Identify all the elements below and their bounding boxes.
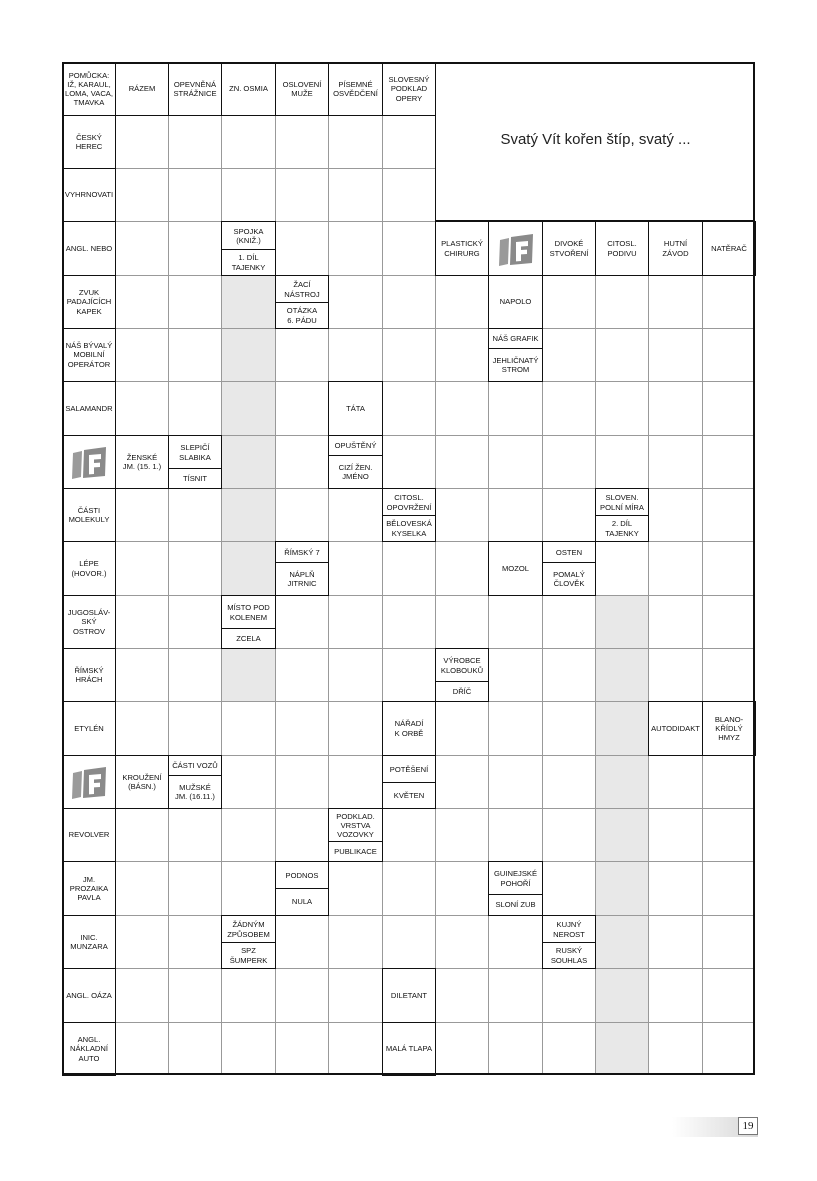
- clue-box: DIVOKÉ STVOŘENÍ: [542, 221, 596, 276]
- clue-box: OSLOVENÍ MUŽE: [275, 62, 329, 116]
- clue-box: ŽENSKÉ JM. (15. 1.): [115, 435, 169, 489]
- answer-cell[interactable]: [435, 381, 488, 435]
- clue-box: NÁŘADÍ K ORBĚ: [382, 701, 436, 756]
- answer-cell[interactable]: [702, 595, 755, 648]
- clue-box: PUBLIKACE: [328, 841, 383, 862]
- answer-cell[interactable]: [168, 488, 221, 541]
- answer-cell[interactable]: [275, 115, 328, 168]
- logo-f-icon: [496, 231, 536, 267]
- clue-box: MUŽSKÉ JM. (16.11.): [168, 775, 222, 809]
- answer-cell[interactable]: [168, 648, 221, 701]
- clue-box: ANGL. NÁKLADNÍ AUTO: [62, 1022, 116, 1076]
- answer-cell[interactable]: [595, 915, 648, 968]
- answer-cell[interactable]: [648, 595, 702, 648]
- answer-cell[interactable]: [382, 168, 435, 221]
- clue-box: ETYLÉN: [62, 701, 116, 756]
- answer-cell[interactable]: [542, 701, 595, 755]
- answer-cell[interactable]: [168, 275, 221, 328]
- answer-cell[interactable]: [435, 755, 488, 808]
- clue-box: MALÁ TLAPA: [382, 1022, 436, 1076]
- answer-cell[interactable]: [542, 275, 595, 328]
- answer-cell[interactable]: [328, 648, 382, 701]
- answer-cell[interactable]: [382, 541, 435, 595]
- answer-cell[interactable]: [488, 701, 542, 755]
- answer-cell[interactable]: [435, 861, 488, 915]
- answer-cell[interactable]: [328, 1022, 382, 1075]
- clue-box: BLANO- KŘÍDLÝ HMYZ: [702, 701, 756, 756]
- answer-cell[interactable]: [221, 115, 275, 168]
- answer-cell[interactable]: [168, 915, 221, 968]
- answer-cell[interactable]: [595, 701, 648, 755]
- clue-box: NATĚRAČ: [702, 221, 756, 276]
- answer-cell[interactable]: [542, 968, 595, 1022]
- answer-cell[interactable]: [382, 915, 435, 968]
- clue-box: CITOSL. OPOVRŽENÍ: [382, 488, 436, 516]
- clue-box: OPUŠTĚNÝ: [328, 435, 383, 456]
- answer-cell[interactable]: [115, 968, 168, 1022]
- answer-cell[interactable]: [435, 435, 488, 488]
- answer-cell[interactable]: [328, 488, 382, 541]
- answer-cell[interactable]: [435, 808, 488, 861]
- answer-cell[interactable]: [702, 328, 755, 381]
- answer-cell[interactable]: [702, 648, 755, 701]
- clue-box: KROUŽENÍ (BÁSN.): [115, 755, 169, 809]
- answer-cell[interactable]: [328, 221, 382, 275]
- answer-cell[interactable]: [115, 328, 168, 381]
- clue-box: SALAMANDR: [62, 381, 116, 436]
- answer-cell[interactable]: [168, 861, 221, 915]
- answer-cell[interactable]: [221, 701, 275, 755]
- clue-box: SLOVEN. POLNÍ MÍRA: [595, 488, 649, 516]
- answer-cell[interactable]: [275, 915, 328, 968]
- clue-box: PODNOS: [275, 861, 329, 889]
- answer-cell[interactable]: [542, 755, 595, 808]
- answer-cell[interactable]: [435, 701, 488, 755]
- answer-cell[interactable]: [221, 861, 275, 915]
- answer-cell[interactable]: [382, 648, 435, 701]
- clue-box: RUSKÝ SOUHLAS: [542, 942, 596, 969]
- answer-cell[interactable]: [702, 541, 755, 595]
- page-number-bar: [672, 1117, 758, 1137]
- answer-cell[interactable]: [382, 381, 435, 435]
- clue-box: NÁŠ GRAFIK: [488, 328, 543, 349]
- answer-cell[interactable]: [115, 648, 168, 701]
- answer-cell[interactable]: [542, 808, 595, 861]
- answer-cell[interactable]: [648, 328, 702, 381]
- answer-cell[interactable]: [168, 595, 221, 648]
- answer-cell[interactable]: [115, 115, 168, 168]
- answer-cell[interactable]: [115, 915, 168, 968]
- answer-cell[interactable]: [328, 595, 382, 648]
- clue-box: 2. DÍL TAJENKY: [595, 515, 649, 542]
- clue-box: BĚLOVESKÁ KYSELKA: [382, 515, 436, 542]
- answer-cell[interactable]: [115, 1022, 168, 1075]
- answer-cell[interactable]: [221, 968, 275, 1022]
- answer-cell[interactable]: [435, 915, 488, 968]
- clue-box: MOZOL: [488, 541, 543, 596]
- answer-cell[interactable]: [488, 968, 542, 1022]
- answer-cell[interactable]: [328, 328, 382, 381]
- answer-cell[interactable]: [702, 488, 755, 541]
- answer-cell[interactable]: [648, 808, 702, 861]
- clue-box: PLASTICKÝ CHIRURG: [435, 221, 489, 276]
- answer-cell[interactable]: [275, 435, 328, 488]
- clue-box: DILETANT: [382, 968, 436, 1023]
- answer-cell[interactable]: [648, 755, 702, 808]
- clue-box: OSTEN: [542, 541, 596, 563]
- answer-cell[interactable]: [435, 275, 488, 328]
- clue-box: TÍSNIT: [168, 468, 222, 489]
- answer-cell[interactable]: [382, 115, 435, 168]
- answer-cell[interactable]: [221, 541, 275, 595]
- answer-cell[interactable]: [595, 808, 648, 861]
- answer-cell[interactable]: [221, 755, 275, 808]
- clue-box: VÝROBCE KLOBOUKŮ: [435, 648, 489, 682]
- answer-cell[interactable]: [382, 435, 435, 488]
- answer-cell[interactable]: [115, 701, 168, 755]
- answer-cell[interactable]: [275, 1022, 328, 1075]
- answer-cell[interactable]: [115, 168, 168, 221]
- answer-cell[interactable]: [221, 1022, 275, 1075]
- answer-cell[interactable]: [221, 168, 275, 221]
- answer-cell[interactable]: [115, 488, 168, 541]
- answer-cell[interactable]: [382, 808, 435, 861]
- clue-box: AUTODIDAKT: [648, 701, 703, 756]
- answer-cell[interactable]: [435, 1022, 488, 1075]
- clue-box: OPEVNĚNÁ STRÁŽNICE: [168, 62, 222, 116]
- clue-box: TÁTA: [328, 381, 383, 436]
- answer-cell[interactable]: [595, 275, 648, 328]
- clue-box: 1. DÍL TAJENKY: [221, 249, 276, 276]
- answer-cell[interactable]: [488, 435, 542, 488]
- answer-cell[interactable]: [435, 541, 488, 595]
- answer-cell[interactable]: [275, 968, 328, 1022]
- clue-box: NÁPLŇ JITRNIC: [275, 562, 329, 596]
- answer-cell[interactable]: [488, 595, 542, 648]
- answer-cell[interactable]: [702, 968, 755, 1022]
- answer-cell[interactable]: [382, 275, 435, 328]
- answer-cell[interactable]: [542, 488, 595, 541]
- logo-f-icon: [69, 444, 109, 480]
- answer-cell[interactable]: [648, 488, 702, 541]
- clue-box: ČÁSTI MOLEKULY: [62, 488, 116, 542]
- magazine-logo-icon: [62, 435, 116, 489]
- answer-cell[interactable]: [168, 1022, 221, 1075]
- answer-cell[interactable]: [275, 755, 328, 808]
- logo-f-icon: [69, 764, 109, 800]
- answer-cell[interactable]: [488, 915, 542, 968]
- clue-box: ŽÁDNÝM ZPŮSOBEM: [221, 915, 276, 943]
- answer-cell[interactable]: [648, 915, 702, 968]
- answer-cell[interactable]: [702, 755, 755, 808]
- clue-box: CITOSL. PODIVU: [595, 221, 649, 276]
- answer-cell[interactable]: [435, 488, 488, 541]
- answer-cell[interactable]: [702, 275, 755, 328]
- answer-cell[interactable]: [221, 435, 275, 488]
- answer-cell[interactable]: [382, 328, 435, 381]
- clue-box: JUGOSLÁV- SKÝ OSTROV: [62, 595, 116, 649]
- clue-box: CIZÍ ŽEN. JMÉNO: [328, 455, 383, 489]
- clue-box: NÁŠ BÝVALÝ MOBILNÍ OPERÁTOR: [62, 328, 116, 382]
- clue-box: ŘÍMSKÝ 7: [275, 541, 329, 563]
- clue-box: REVOLVER: [62, 808, 116, 862]
- answer-cell[interactable]: [488, 808, 542, 861]
- answer-cell[interactable]: [648, 541, 702, 595]
- answer-cell[interactable]: [168, 221, 221, 275]
- answer-cell[interactable]: [542, 861, 595, 915]
- answer-cell[interactable]: [648, 381, 702, 435]
- answer-cell[interactable]: [275, 328, 328, 381]
- answer-cell[interactable]: [221, 488, 275, 541]
- answer-cell[interactable]: [382, 861, 435, 915]
- clue-box: SLEPIČÍ SLABIKA: [168, 435, 222, 469]
- answer-cell[interactable]: [275, 808, 328, 861]
- answer-cell[interactable]: [115, 221, 168, 275]
- answer-cell[interactable]: [221, 808, 275, 861]
- clue-box: ŽACÍ NÁSTROJ: [275, 275, 329, 303]
- answer-cell[interactable]: [328, 915, 382, 968]
- clue-box: ZN. OSMIA: [221, 62, 276, 116]
- answer-cell[interactable]: [702, 861, 755, 915]
- answer-cell[interactable]: [542, 648, 595, 701]
- answer-cell[interactable]: [328, 275, 382, 328]
- answer-cell[interactable]: [435, 328, 488, 381]
- answer-cell[interactable]: [115, 541, 168, 595]
- answer-cell[interactable]: [542, 595, 595, 648]
- answer-cell[interactable]: [328, 168, 382, 221]
- clue-box: ŘÍMSKÝ HRÁCH: [62, 648, 116, 702]
- answer-cell[interactable]: [595, 648, 648, 701]
- clue-box: POMŮCKA: IŽ, KARAUL, LOMA, VACA, TMAVKA: [62, 62, 116, 116]
- answer-cell[interactable]: [382, 221, 435, 275]
- answer-cell[interactable]: [115, 275, 168, 328]
- secret-phrase-box: [435, 62, 755, 221]
- answer-cell[interactable]: [595, 1022, 648, 1075]
- answer-cell[interactable]: [168, 808, 221, 861]
- magazine-logo-icon: [488, 221, 543, 276]
- clue-box: SPOJKA (KNIŽ.): [221, 221, 276, 250]
- answer-cell[interactable]: [115, 595, 168, 648]
- answer-cell[interactable]: [488, 648, 542, 701]
- answer-cell[interactable]: [595, 861, 648, 915]
- clue-box: POMALÝ ČLOVĚK: [542, 562, 596, 596]
- answer-cell[interactable]: [275, 488, 328, 541]
- answer-cell[interactable]: [168, 381, 221, 435]
- answer-cell[interactable]: [275, 595, 328, 648]
- answer-cell[interactable]: [115, 808, 168, 861]
- answer-cell[interactable]: [595, 328, 648, 381]
- answer-cell[interactable]: [328, 861, 382, 915]
- clue-box: SLOVESNÝ PODKLAD OPERY: [382, 62, 436, 116]
- clue-box: NAPOLO: [488, 275, 543, 329]
- answer-cell[interactable]: [328, 115, 382, 168]
- clue-box: SPZ ŠUMPERK: [221, 942, 276, 969]
- answer-cell[interactable]: [435, 968, 488, 1022]
- answer-cell[interactable]: [595, 381, 648, 435]
- magazine-logo-icon: [62, 755, 116, 809]
- clue-box: OTÁZKA 6. PÁDU: [275, 302, 329, 329]
- clue-box: VYHRNOVATI: [62, 168, 116, 222]
- secret-phrase: Svatý Vít kořen štíp, svatý ...: [500, 130, 691, 148]
- answer-cell[interactable]: [221, 648, 275, 701]
- answer-cell[interactable]: [702, 1022, 755, 1075]
- answer-cell[interactable]: [275, 221, 328, 275]
- answer-cell[interactable]: [542, 435, 595, 488]
- answer-cell[interactable]: [648, 861, 702, 915]
- answer-cell[interactable]: [595, 755, 648, 808]
- answer-cell[interactable]: [648, 275, 702, 328]
- answer-cell[interactable]: [648, 648, 702, 701]
- answer-cell[interactable]: [328, 755, 382, 808]
- clue-box: GUINEJSKÉ POHOŘÍ: [488, 861, 543, 895]
- answer-cell[interactable]: [382, 595, 435, 648]
- answer-cell[interactable]: [648, 968, 702, 1022]
- answer-cell[interactable]: [221, 328, 275, 381]
- answer-cell[interactable]: [595, 595, 648, 648]
- answer-cell[interactable]: [488, 755, 542, 808]
- answer-cell[interactable]: [168, 115, 221, 168]
- answer-cell[interactable]: [115, 381, 168, 435]
- clue-box: RÁZEM: [115, 62, 169, 116]
- page-number: 19: [738, 1117, 758, 1135]
- answer-cell[interactable]: [595, 541, 648, 595]
- clue-box: JEHLIČNATÝ STROM: [488, 348, 543, 382]
- answer-cell[interactable]: [221, 275, 275, 328]
- answer-cell[interactable]: [702, 381, 755, 435]
- answer-cell[interactable]: [275, 381, 328, 435]
- clue-box: ZCELA: [221, 628, 276, 649]
- answer-cell[interactable]: [328, 541, 382, 595]
- answer-cell[interactable]: [328, 701, 382, 755]
- answer-cell[interactable]: [168, 701, 221, 755]
- answer-cell[interactable]: [702, 915, 755, 968]
- answer-cell[interactable]: [595, 968, 648, 1022]
- answer-cell[interactable]: [488, 381, 542, 435]
- clue-box: JM. PROZAIKA PAVLA: [62, 861, 116, 916]
- answer-cell[interactable]: [168, 168, 221, 221]
- answer-cell[interactable]: [115, 861, 168, 915]
- clue-box: HUTNÍ ZÁVOD: [648, 221, 703, 276]
- clue-box: POTĚŠENÍ: [382, 755, 436, 783]
- clue-box: KUJNÝ NEROST: [542, 915, 596, 943]
- answer-cell[interactable]: [221, 381, 275, 435]
- clue-box: ANGL. NEBO: [62, 221, 116, 276]
- answer-cell[interactable]: [275, 168, 328, 221]
- clue-box: ČESKÝ HEREC: [62, 115, 116, 169]
- clue-box: ZVUK PADAJÍCÍCH KAPEK: [62, 275, 116, 329]
- clue-box: PÍSEMNÉ OSVĚDČENÍ: [328, 62, 383, 116]
- answer-cell[interactable]: [542, 328, 595, 381]
- answer-cell[interactable]: [435, 595, 488, 648]
- clue-box: DŘÍČ: [435, 681, 489, 702]
- clue-box: PODKLAD. VRSTVA VOZOVKY: [328, 808, 383, 842]
- answer-cell[interactable]: [488, 488, 542, 541]
- clue-box: INIC. MUNZARA: [62, 915, 116, 969]
- answer-cell[interactable]: [168, 541, 221, 595]
- clue-box: NULA: [275, 888, 329, 916]
- answer-cell[interactable]: [275, 701, 328, 755]
- clue-box: ČÁSTI VOZŮ: [168, 755, 222, 776]
- answer-cell[interactable]: [702, 435, 755, 488]
- answer-cell[interactable]: [648, 1022, 702, 1075]
- clue-box: ANGL. OÁZA: [62, 968, 116, 1023]
- clue-box: LÉPE (HOVOR.): [62, 541, 116, 596]
- answer-cell[interactable]: [648, 435, 702, 488]
- answer-cell[interactable]: [595, 435, 648, 488]
- clue-box: MÍSTO POD KOLENEM: [221, 595, 276, 629]
- answer-cell[interactable]: [488, 1022, 542, 1075]
- answer-cell[interactable]: [328, 968, 382, 1022]
- answer-cell[interactable]: [542, 1022, 595, 1075]
- answer-cell[interactable]: [168, 968, 221, 1022]
- answer-cell[interactable]: [542, 381, 595, 435]
- clue-box: KVĚTEN: [382, 782, 436, 809]
- clue-box: SLONÍ ZUB: [488, 894, 543, 916]
- answer-cell[interactable]: [275, 648, 328, 701]
- answer-cell[interactable]: [702, 808, 755, 861]
- answer-cell[interactable]: [168, 328, 221, 381]
